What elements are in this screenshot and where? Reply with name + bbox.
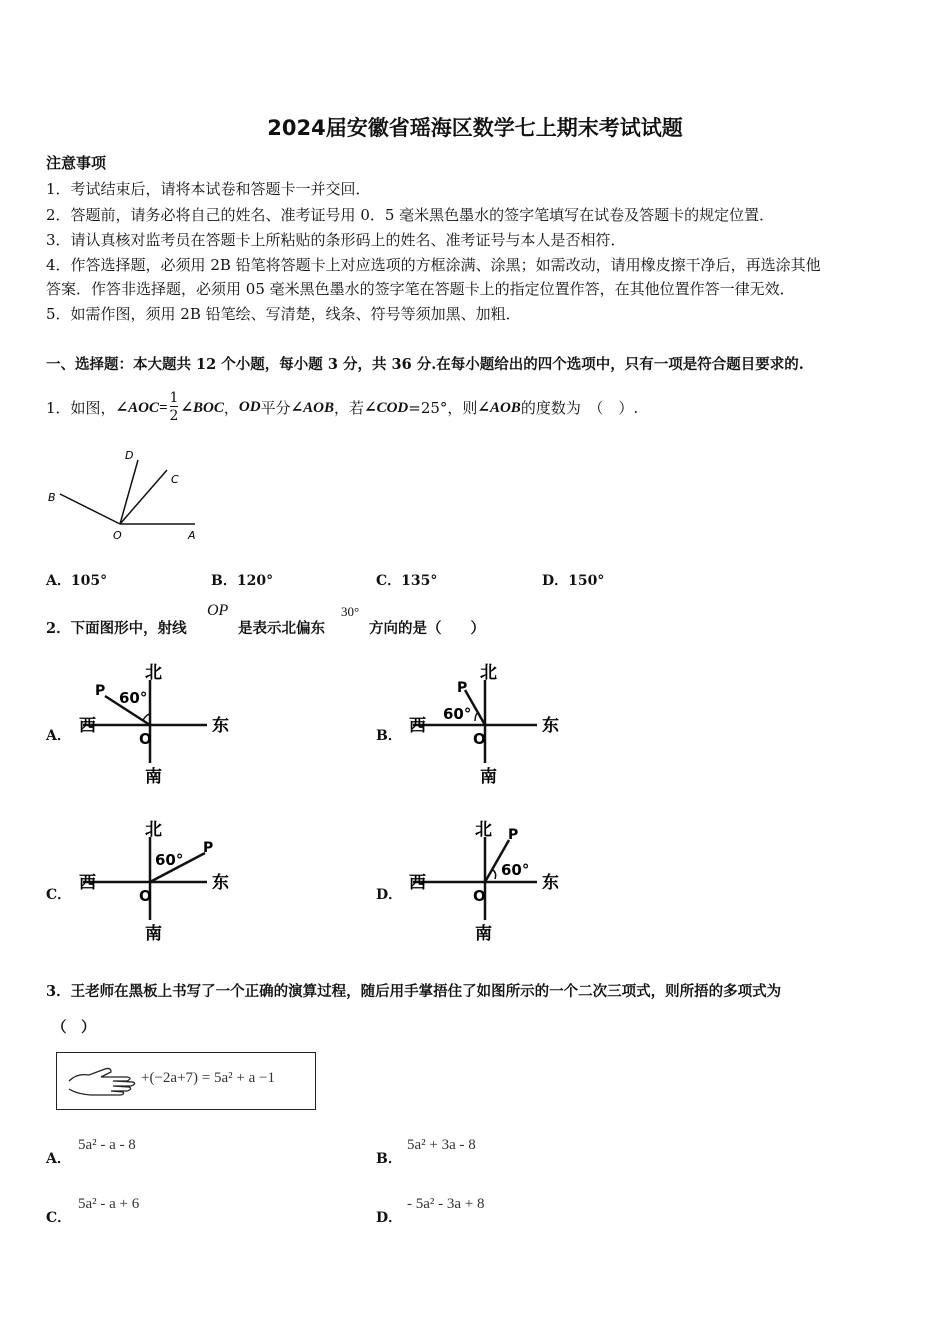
q2-option-d[interactable]: D．: [376, 887, 403, 903]
q2-degree: 30°: [341, 604, 360, 619]
p-label: P: [95, 683, 106, 699]
south-label: 南: [145, 924, 162, 944]
p-label: P: [203, 840, 214, 856]
q1-text-1: ，: [223, 398, 239, 417]
origin-label: O: [139, 730, 152, 748]
north-label: 北: [145, 663, 162, 683]
label-b: B: [48, 491, 56, 504]
compass-c: [75, 815, 245, 945]
q1-option-a[interactable]: A．105°: [46, 573, 108, 589]
q1-option-d[interactable]: D．150°: [542, 573, 605, 589]
q1-text-2: 平分: [260, 398, 291, 417]
q2-op: OP: [207, 602, 229, 619]
q1-text-4: =25°，则: [408, 398, 478, 417]
east-label: 东: [542, 716, 559, 736]
notice-item-1: 1．考试结束后，请将本试卷和答题卡一并交回．: [46, 180, 371, 198]
q1-angle-boc: ∠BOC: [180, 399, 224, 416]
notice-item-4-cont: 答案．作答非选择题，必须用 05 毫米黑色墨水的签字笔在答题卡上的指定位置作答，在其他位置作答一律无效．: [46, 280, 795, 298]
origin-label: O: [139, 887, 152, 905]
q3-stem: 3．王老师在黑板上书写了一个正确的演算过程，随后用手掌捂住了如图所示的一个二次三项式，则所捂的多项式为: [46, 983, 782, 1000]
blackboard-figure: [56, 1052, 316, 1110]
notice-item-3: 3．请认真核对监考员在答题卡上所粘贴的条形码上的姓名、准考证号与本人是否相符．: [46, 231, 626, 249]
q3-option-a[interactable]: A．: [46, 1151, 71, 1167]
label-a: A: [188, 529, 196, 542]
west-label: 西: [79, 716, 96, 736]
q2-mid: 是表示北偏东: [238, 620, 325, 637]
q3-option-a-value: 5a² - a - 8: [78, 1137, 136, 1153]
board-expression: +(−2a+7) = 5a² + a −1: [141, 1070, 275, 1086]
q1-angle-aob: ∠AOB: [290, 399, 334, 416]
q1-text-5: 的度数为 （ ）.: [520, 398, 639, 417]
origin-label: O: [473, 730, 486, 748]
south-label: 南: [475, 924, 492, 944]
east-label: 东: [212, 716, 229, 736]
q1-angle-aoc: ∠AOC=: [115, 399, 168, 416]
compass-b: [405, 658, 575, 788]
q1-option-b[interactable]: B．120°: [211, 573, 274, 589]
q3-option-d-value: - 5a² - 3a + 8: [407, 1196, 485, 1212]
angle-label: 60°: [155, 851, 184, 869]
notice-heading: 注意事项: [46, 154, 107, 172]
q2-post: 方向的是（ ）: [369, 620, 485, 637]
q2-option-b[interactable]: B．: [376, 728, 402, 744]
north-label: 北: [475, 820, 492, 840]
q1-angle-aob-2: ∠AOB: [477, 399, 521, 416]
q3-option-d[interactable]: D．: [376, 1210, 403, 1226]
label-c: C: [171, 473, 179, 486]
q3-option-c[interactable]: C．: [46, 1210, 72, 1226]
question-1-stem: [46, 390, 638, 424]
q2-pre: 2．下面图形中，射线: [46, 620, 187, 637]
west-label: 西: [79, 873, 96, 893]
section-heading: 一、选择题：本大题共 12 个小题，每小题 3 分，共 36 分.在每小题给出的四个选项中，只有一项是符合题目要求的.: [46, 356, 804, 373]
compass-a: [75, 658, 245, 788]
q1-frac-num: 1: [169, 390, 179, 406]
q1-option-c[interactable]: C．135°: [376, 573, 438, 589]
page-title: 2024届安徽省瑶海区数学七上期末考试试题: [267, 116, 683, 140]
q1-text-3: ，若: [333, 398, 364, 417]
q3-option-c-value: 5a² - a + 6: [78, 1196, 140, 1212]
notice-item-2: 2．答题前，请务必将自己的姓名、准考证号用 0．5 毫米黑色墨水的签字笔填写在试卷及答题卡的规定位置．: [46, 206, 775, 224]
south-label: 南: [480, 767, 497, 787]
north-label: 北: [480, 663, 497, 683]
angle-label: 60°: [119, 689, 148, 707]
q3-option-b[interactable]: B．: [376, 1151, 402, 1167]
q1-fraction: [170, 390, 179, 424]
label-o: O: [113, 529, 122, 542]
angle-label: 60°: [501, 861, 530, 879]
hand-icon: [67, 1061, 139, 1099]
compass-d: [405, 815, 575, 945]
q1-frac-den: 2: [169, 408, 179, 424]
angle-label: 60°: [443, 705, 472, 723]
q3-paren: （ ）: [52, 1019, 96, 1036]
west-label: 西: [409, 716, 426, 736]
east-label: 东: [542, 873, 559, 893]
west-label: 西: [409, 873, 426, 893]
q3-option-b-value: 5a² + 3a - 8: [407, 1137, 476, 1153]
q1-angle-cod: ∠COD: [364, 399, 409, 416]
north-label: 北: [145, 820, 162, 840]
origin-label: O: [473, 887, 486, 905]
notice-item-4: 4．作答选择题，必须用 2B 铅笔将答题卡上对应选项的方框涂满、涂黑；如需改动，请用橡皮擦干净后，再选涂其他: [46, 256, 821, 274]
east-label: 东: [212, 873, 229, 893]
label-d: D: [125, 449, 134, 462]
notice-item-5: 5．如需作图，须用 2B 铅笔绘、写清楚，线条、符号等须加黑、加粗．: [46, 305, 521, 323]
south-label: 南: [145, 767, 162, 787]
q1-number: 1．如图，: [46, 398, 116, 417]
p-label: P: [457, 680, 468, 696]
q1-od: OD: [238, 398, 261, 415]
p-label: P: [508, 827, 519, 843]
ray-ob: [60, 494, 120, 524]
q1-angle-figure: [40, 442, 210, 547]
q2-option-c[interactable]: C．: [46, 887, 72, 903]
q2-option-a[interactable]: A．: [46, 728, 71, 744]
